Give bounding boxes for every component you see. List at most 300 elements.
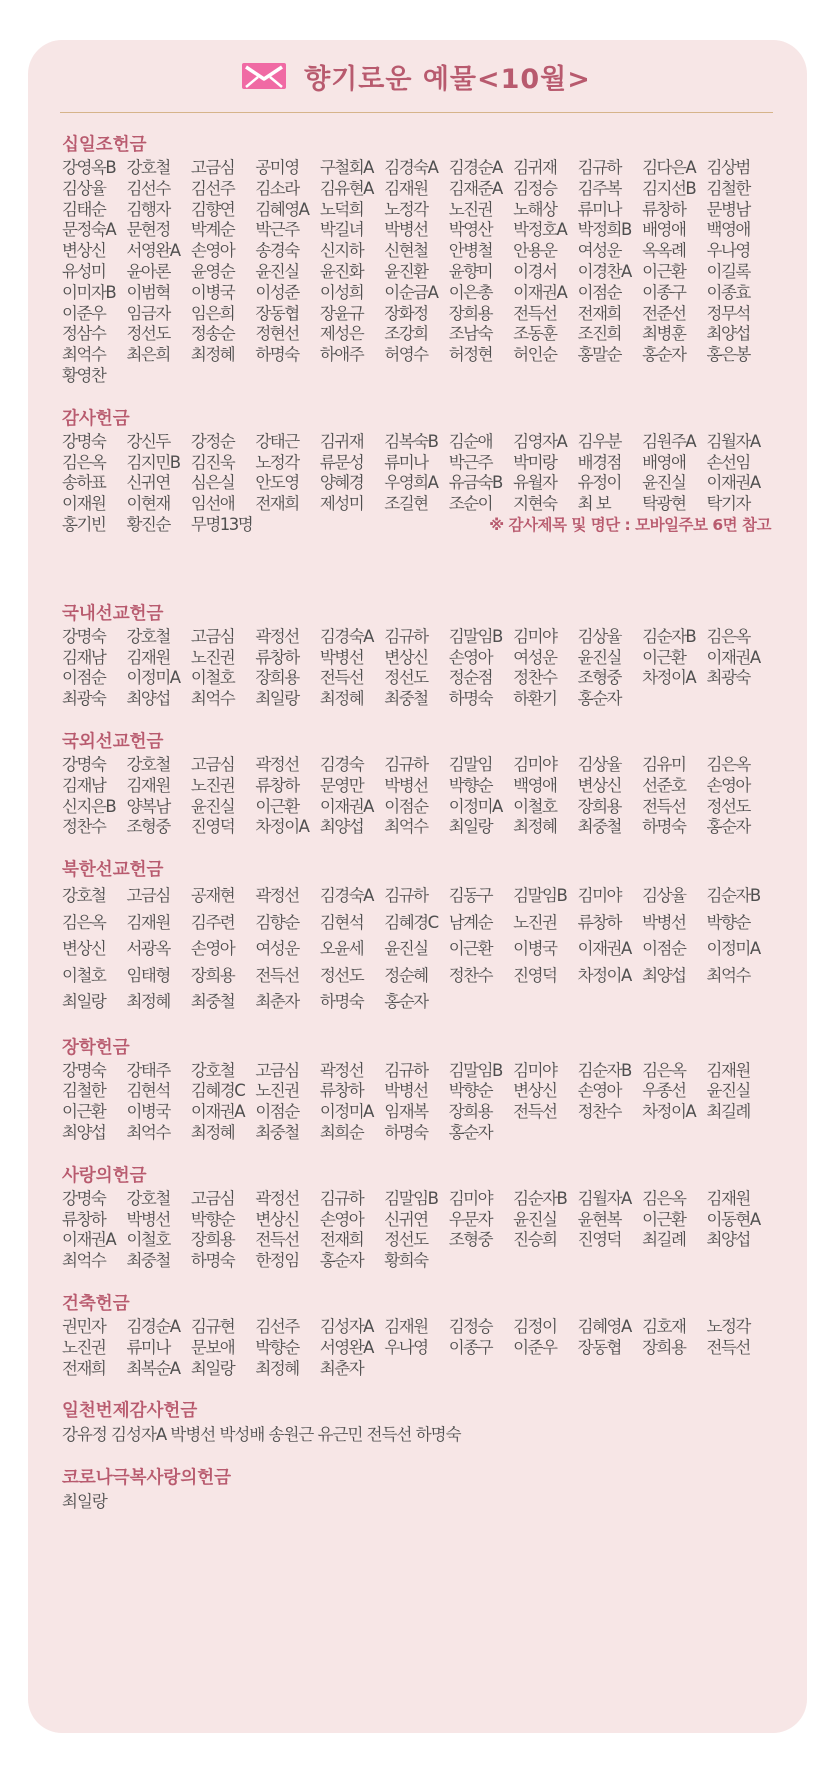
donor-name: 하명숙 [384, 1123, 428, 1143]
donor-name: 이미자B [62, 282, 116, 302]
donor-name: 김지민B [126, 452, 180, 472]
donor-name: 임태형 [126, 965, 170, 985]
donor-name: 홍순자 [642, 345, 686, 365]
donor-name: 박근주 [448, 452, 493, 472]
donor-name: 최일랑 [62, 992, 106, 1012]
donor-name: 김규하 [577, 158, 621, 177]
donor-name: 박향순 [706, 912, 750, 932]
donor-name: 윤진실 [255, 261, 299, 281]
donor-name: 김미야 [448, 1188, 493, 1208]
donor-name: 윤향미 [448, 261, 493, 281]
donor-name: 노해상 [513, 199, 557, 219]
donor-name: 홍순자 [384, 992, 428, 1012]
donor-name: 최중철 [126, 1251, 170, 1271]
donor-name: 장희용 [642, 1337, 686, 1357]
donor-name: 박병선 [126, 1209, 170, 1229]
donor-name: 양복남 [126, 796, 170, 816]
donor-name: 곽정선 [255, 626, 299, 646]
donor-name: 노정각 [384, 199, 428, 219]
donor-name: 홍순자 [448, 1123, 493, 1143]
donor-name: 이성준 [255, 282, 299, 302]
donor-name: 김정이 [513, 1317, 557, 1336]
name-list [62, 883, 771, 1016]
donor-name: 이재권A [190, 1102, 245, 1122]
donor-name: 전득선 [513, 1102, 557, 1122]
donor-name: 김순자B [577, 1060, 631, 1080]
donor-name: 김미야 [513, 626, 557, 646]
donor-name: 이길록 [706, 261, 750, 281]
donor-name: 양혜경 [319, 473, 364, 493]
donor-name: 최중철 [384, 689, 428, 709]
donor-name: 장희용 [255, 668, 299, 688]
donor-name: 하명숙 [642, 817, 686, 837]
name-list [62, 158, 771, 387]
section-sipil [62, 131, 771, 387]
donor-name: 지현숙 [513, 494, 557, 514]
donor-name: 강호철 [126, 754, 170, 774]
donor-name: 최광숙 [706, 668, 750, 688]
donor-name: 최은희 [126, 345, 170, 365]
donor-name: 최정혜 [126, 992, 170, 1012]
donor-name: 손선임 [706, 452, 750, 472]
donor-name: 김귀재 [319, 431, 364, 451]
donor-name: 홍순자 [706, 817, 750, 837]
donor-name: 이재권A [706, 473, 760, 493]
donor-name: 하환기 [513, 689, 557, 709]
donor-name: 고금심 [190, 754, 235, 774]
donor-name: 강호철 [126, 1188, 170, 1208]
donor-name: 윤진화 [319, 261, 364, 281]
donor-name: 김순애 [448, 431, 493, 451]
donor-name: 김정승 [448, 1317, 493, 1336]
donor-name: 최정혜 [319, 689, 364, 709]
donor-name: 김미야 [513, 754, 557, 774]
donor-name: 최양섭 [706, 324, 750, 344]
donor-name: 신현철 [384, 241, 428, 261]
section-sarang [62, 1162, 771, 1272]
donor-name: 이철호 [62, 965, 106, 985]
donor-name: 유월자 [513, 473, 557, 493]
donor-name: 최중철 [577, 817, 621, 837]
donor-name: 김성자A [319, 1317, 373, 1336]
donor-name: 강명숙 [62, 431, 106, 451]
donor-name: 신귀연 [384, 1209, 428, 1229]
donor-name: 이근환 [642, 261, 686, 281]
donor-name: 류창하 [642, 199, 686, 219]
donor-name: 서광옥 [126, 939, 170, 959]
donor-name: 김규현 [190, 1317, 235, 1336]
donor-name: 하명숙 [319, 992, 364, 1012]
donor-name: 김호재 [642, 1317, 686, 1336]
donor-name: 윤진실 [513, 1209, 557, 1229]
donor-name: 최춘자 [255, 992, 299, 1012]
donor-name: 이철호 [190, 668, 235, 688]
donor-name: 이정미A [706, 939, 760, 959]
donor-name: 고금심 [190, 158, 235, 177]
donor-name: 정현선 [255, 324, 299, 344]
donor-name: 이근환 [255, 796, 299, 816]
donor-name: 조남숙 [448, 324, 493, 344]
donor-name: 고금심 [255, 1060, 299, 1080]
donor-name: 조형중 [577, 668, 621, 688]
donor-name: 이병국 [126, 1102, 170, 1122]
donor-name: 심은실 [190, 473, 235, 493]
donor-name: 김규하 [384, 886, 428, 906]
donor-name: 탁광현 [642, 494, 686, 514]
donor-name: 김은옥 [642, 1188, 686, 1208]
donor-name: 김재남 [62, 647, 106, 667]
donor-name: 윤현복 [577, 1209, 621, 1229]
donor-name: 김혜영A [255, 199, 309, 219]
donor-name: 송하표 [62, 473, 106, 493]
donor-name: 김은옥 [706, 626, 750, 646]
donor-name: 진영덕 [190, 817, 235, 837]
donor-name: 노진권 [190, 775, 235, 795]
section-title: 북한선교헌금 [62, 860, 164, 881]
donor-name: 박병선 [384, 775, 428, 795]
donor-name: 이철호 [513, 796, 557, 816]
donor-name: 고금심 [126, 886, 170, 906]
donor-name: 류미나 [577, 199, 621, 219]
donor-name: 류창하 [255, 775, 299, 795]
donor-name: 이근환 [62, 1102, 106, 1122]
donor-name: 조형중 [448, 1230, 493, 1250]
donor-name: 윤진실 [706, 1081, 750, 1101]
donor-name: 김경순A [126, 1317, 180, 1336]
donor-name: 정순혜 [384, 965, 428, 985]
name-list [62, 1317, 771, 1379]
donor-name: 서영완A [126, 241, 180, 261]
donor-name: 장희용 [190, 965, 235, 985]
donor-name: 박미랑 [513, 452, 557, 472]
donor-name: 곽정선 [255, 1188, 299, 1208]
donor-name: 선준호 [642, 775, 686, 795]
donor-name: 전득선 [255, 965, 299, 985]
donor-name: 김말임B [448, 1060, 502, 1080]
donor-name: 임선애 [190, 494, 235, 514]
donor-name: 강명숙 [62, 1188, 106, 1208]
donor-name: 김원주A [642, 431, 696, 451]
donor-name: 차정이A [255, 817, 309, 837]
donor-name: 강명숙 [62, 1060, 106, 1080]
donor-name: 장동협 [255, 303, 299, 323]
donor-name: 손영아 [319, 1209, 364, 1229]
donor-name: 장윤규 [319, 303, 364, 323]
donor-name: 노진권 [255, 1081, 299, 1101]
donor-name: 김재원 [706, 1188, 750, 1208]
donor-name: 변상신 [255, 1209, 299, 1229]
donor-name: 정송순 [190, 324, 235, 344]
donor-name: 노진권 [62, 1337, 106, 1357]
envelope-icon [242, 61, 286, 91]
donor-name: 홍기빈 [62, 514, 106, 534]
donor-name: 정선도 [126, 324, 170, 344]
donor-name: 김상율 [577, 626, 621, 646]
donor-name: 전득선 [642, 796, 686, 816]
offering-card [28, 40, 807, 1733]
donor-name: 김경숙 [319, 754, 364, 774]
name-list: 강유정 김성자A 박병선 박성배 송원근 유근민 전득선 하명숙 [62, 1425, 461, 1445]
donor-name: 이범혁 [126, 282, 170, 302]
donor-name: 노진권 [190, 647, 235, 667]
donor-name: 박향순 [255, 1337, 299, 1357]
donor-name: 김은옥 [62, 912, 106, 932]
donor-name: 김유미 [642, 754, 686, 774]
donor-name: 조순이 [448, 494, 493, 514]
donor-name: 옥옥례 [642, 241, 686, 261]
donor-name: 김순자B [513, 1188, 567, 1208]
sections [62, 131, 771, 1513]
donor-name: 김혜경C [384, 912, 438, 932]
donor-name: 김재남 [62, 775, 106, 795]
donor-name: 최병훈 [642, 324, 686, 344]
donor-name: 이재권A [513, 282, 567, 302]
donor-name: 강영옥B [62, 158, 116, 177]
donor-name: 이정미A [319, 1102, 373, 1122]
donor-name: 차정이A [642, 1102, 696, 1122]
donor-name: 배영애 [642, 452, 686, 472]
donor-name: 전준선 [642, 303, 686, 323]
donor-name: 강호철 [62, 886, 106, 906]
donor-name: 장희용 [190, 1230, 235, 1250]
donor-name: 김재원 [384, 178, 428, 198]
donor-name: 최양섭 [706, 1230, 750, 1250]
donor-name: 하명숙 [255, 345, 299, 365]
donor-name: 박길녀 [319, 220, 364, 240]
donor-name: 변상신 [62, 241, 106, 261]
donor-name: 하명숙 [448, 689, 493, 709]
donor-name: 이재권A [577, 939, 631, 959]
donor-name: 조진희 [577, 324, 621, 344]
donor-name: 박정호A [513, 220, 567, 240]
donor-name: 이점순 [577, 282, 621, 302]
donor-name: 박향순 [448, 775, 493, 795]
donor-name: 홍말순 [577, 345, 621, 365]
donor-name: 전득선 [255, 1230, 299, 1250]
section-geonchuk [62, 1290, 771, 1379]
donor-name: 김상율 [577, 754, 621, 774]
donor-name: 권민자 [62, 1317, 106, 1336]
donor-name: 이병국 [513, 939, 557, 959]
name-list [62, 1189, 771, 1272]
donor-name: 최양섭 [126, 689, 170, 709]
donor-name: 이현재 [126, 494, 170, 514]
donor-name: 노정각 [706, 1317, 750, 1336]
donor-name: 정찬수 [448, 965, 493, 985]
donor-name: 최 보 [577, 494, 611, 514]
donor-name: 김규하 [384, 1060, 428, 1080]
donor-name: 김귀재 [513, 158, 557, 177]
donor-name: 김말임B [513, 886, 567, 906]
donor-name: 박정희B [577, 220, 631, 240]
donor-name: 김주복 [577, 178, 621, 198]
donor-name: 이점순 [384, 796, 428, 816]
donor-name: 정찬수 [577, 1102, 621, 1122]
donor-name: 황영찬 [62, 365, 106, 385]
donor-name: 배영애 [642, 220, 686, 240]
section-title: 국내선교헌금 [62, 603, 164, 624]
donor-name: 이점순 [255, 1102, 299, 1122]
donor-name: 김향연 [190, 199, 235, 219]
donor-name: 이정미A [126, 668, 180, 688]
donor-name: 이경찬A [577, 261, 631, 281]
name-list [62, 627, 771, 710]
donor-name: 김상범 [706, 158, 750, 177]
donor-name: 김철한 [62, 1081, 106, 1101]
donor-name: 허인순 [513, 345, 557, 365]
donor-name: 정무석 [706, 303, 750, 323]
donor-name: 이철호 [126, 1230, 170, 1250]
donor-name: 남계순 [448, 912, 493, 932]
donor-name: 신지하 [319, 241, 364, 261]
donor-name: 최일랑 [190, 1358, 235, 1378]
donor-name: 이준우 [62, 303, 106, 323]
donor-name: 김순자B [706, 886, 760, 906]
section-title: 건축헌금 [62, 1294, 130, 1314]
donor-name: 안도영 [255, 473, 299, 493]
donor-name: 강태근 [255, 431, 299, 451]
donor-name: 김재준A [448, 178, 502, 198]
donor-name: 박영산 [448, 220, 493, 240]
donor-name: 진영덕 [513, 965, 557, 985]
donor-name: 노덕희 [319, 199, 364, 219]
donor-name: 장동협 [577, 1337, 621, 1357]
donor-name: 박근주 [255, 220, 299, 240]
donor-name: 하애주 [319, 345, 364, 365]
donor-name: 박병선 [642, 912, 686, 932]
donor-name: 허정현 [448, 345, 493, 365]
donor-name: 최정혜 [513, 817, 557, 837]
donor-name: 임재복 [384, 1102, 428, 1122]
donor-name: 문보애 [190, 1337, 235, 1357]
donor-name: 장희용 [577, 796, 621, 816]
donor-name: 제성은 [319, 324, 364, 344]
donor-name: 김규하 [319, 1188, 364, 1208]
donor-name: 전재희 [255, 494, 299, 514]
donor-name: 유성미 [62, 261, 106, 281]
donor-name: 전재희 [62, 1358, 106, 1378]
donor-name: 박병선 [384, 1081, 428, 1101]
donor-name: 이재권A [62, 1230, 116, 1250]
donor-name: 손영아 [577, 1081, 621, 1101]
donor-name: 이근환 [642, 1209, 686, 1229]
donor-name: 윤진실 [577, 647, 621, 667]
donor-name: 이준우 [513, 1337, 557, 1357]
donor-name: 이순금A [384, 282, 438, 302]
donor-name: 이근환 [448, 939, 493, 959]
donor-name: 김현석 [319, 912, 364, 932]
section-title: 코로나극복사랑의헌금 [62, 1468, 232, 1489]
donor-name: 노진권 [448, 199, 493, 219]
donor-name: 이종구 [448, 1337, 493, 1357]
donor-name: 강호철 [126, 158, 170, 177]
donor-name: 우나영 [706, 241, 750, 261]
donor-name: 여성운 [255, 939, 299, 959]
donor-name: 문영만 [319, 775, 364, 795]
donor-name: 안용운 [513, 241, 557, 261]
donor-name: 강신두 [126, 431, 170, 451]
donor-name: 손영아 [190, 241, 235, 261]
donor-name: 고금심 [190, 626, 235, 646]
section-guknae [62, 600, 771, 710]
donor-name: 진영덕 [577, 1230, 621, 1250]
donor-name: 신귀연 [126, 473, 170, 493]
donor-name: 김경숙A [319, 626, 373, 646]
donor-name: 여성운 [577, 241, 621, 261]
donor-name: 곽정선 [255, 754, 299, 774]
donor-name: 박병선 [384, 220, 428, 240]
donor-name: 김행자 [126, 199, 170, 219]
donor-name: 김경숙A [319, 886, 373, 906]
donor-name: 김상율 [642, 886, 686, 906]
section-janghak [62, 1034, 771, 1144]
donor-name: 우영희A [384, 473, 438, 493]
name-list: 최일랑 [62, 1492, 107, 1512]
donor-name: 조동훈 [513, 324, 557, 344]
donor-name: 류창하 [577, 912, 621, 932]
donor-name: 김규하 [384, 754, 428, 774]
donor-name: 정선도 [384, 1230, 428, 1250]
donor-name: 김혜영A [577, 1317, 631, 1336]
donor-name: 이재권A [319, 796, 373, 816]
donor-name: 강정순 [190, 431, 235, 451]
donor-name: 김영자A [513, 431, 567, 451]
donor-name: 강명숙 [62, 626, 106, 646]
donor-name: 차정이A [642, 668, 696, 688]
donor-name: 김경숙A [384, 158, 438, 177]
donor-name: 변상신 [577, 775, 621, 795]
donor-name: 전득선 [319, 668, 364, 688]
donor-name: 김선수 [126, 178, 170, 198]
donor-name: 변상신 [62, 939, 106, 959]
donor-name: 최양섭 [62, 1123, 106, 1143]
donor-name: 박향순 [190, 1209, 235, 1229]
section-title: 사랑의헌금 [62, 1165, 147, 1186]
donor-name: 하명숙 [190, 1251, 235, 1271]
donor-name: 김소라 [255, 178, 299, 198]
donor-name: 전득선 [513, 303, 557, 323]
donor-name: 유정이 [577, 473, 621, 493]
donor-name: 김선주 [255, 1317, 299, 1336]
donor-name: 최억수 [384, 817, 428, 837]
donor-name: 고금심 [190, 1188, 235, 1208]
section-title: 국외선교헌금 [62, 731, 164, 752]
donor-name: 류창하 [319, 1081, 364, 1101]
donor-name: 최길례 [642, 1230, 686, 1250]
section-gugoe [62, 728, 771, 838]
section-gamsa [62, 405, 771, 536]
donor-name: 김말임B [448, 626, 502, 646]
donor-name: 최중철 [255, 1123, 299, 1143]
donor-name: 제성미 [319, 494, 364, 514]
donor-name: 이재권A [706, 647, 760, 667]
donor-name: 노진권 [513, 912, 557, 932]
donor-name: 김정승 [513, 178, 557, 198]
donor-name: 김다은A [642, 158, 696, 177]
donor-name: 강명숙 [62, 754, 106, 774]
donor-name: 김선주 [190, 178, 235, 198]
donor-name: 문정숙A [62, 220, 116, 240]
donor-name: 이점순 [642, 939, 686, 959]
donor-name: 이은총 [448, 282, 493, 302]
donor-name: 김주련 [190, 912, 235, 932]
donor-name: 김철한 [706, 178, 750, 198]
donor-name: 최양섭 [319, 817, 364, 837]
donor-name: 정선도 [319, 965, 364, 985]
donor-name: 박계순 [190, 220, 235, 240]
donor-name: 윤진실 [384, 939, 428, 959]
donor-name: 이종효 [706, 282, 750, 302]
